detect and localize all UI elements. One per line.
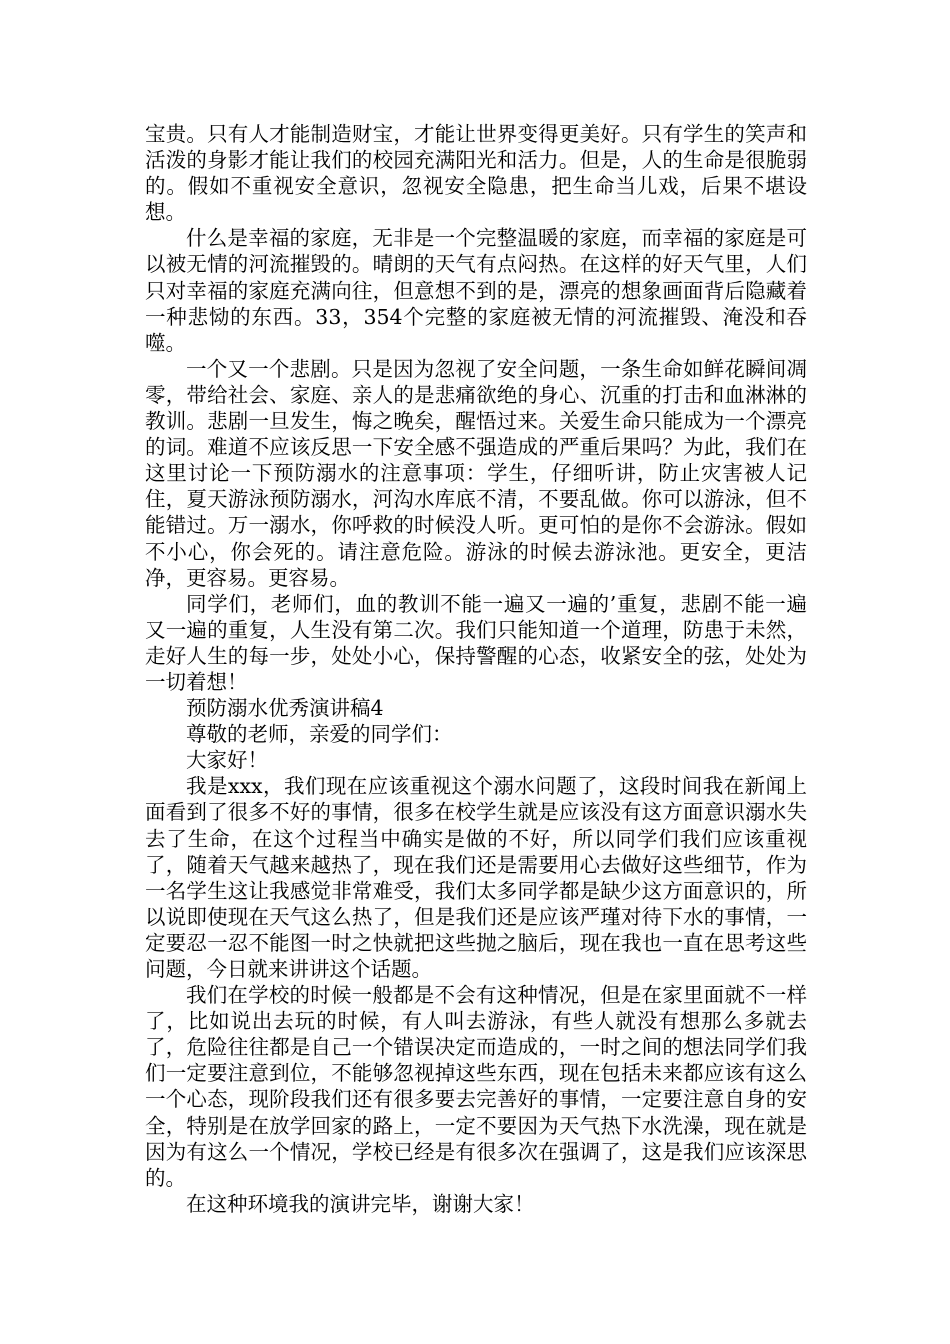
salutation: 尊敬的老师，亲爱的同学们： — [186, 722, 453, 747]
section-title: 预防溺水优秀演讲稿4 — [186, 696, 384, 721]
document-page — [145, 121, 807, 1217]
paragraph: 我们在学校的时候一般都是不会有这种情况，但是在家里面就不一样了，比如说出去玩的时候，有人叫去游泳，有些人就没有想那么多就去了，危险往往都是自己一个错误决定而造成的，一时之间的想法同学们我们一定要注意到位，不能够忽视掉这些东西，现在包括未来都应该有这么一个心态，现阶段我们还有很多要去完善好的事情，一定要注意自身的安全，特别是在放学回家的路上，一定不要因为天气热下水洗澡，现在就是因为有这么一个情况，学校已经是有很多次在强调了，这是我们应该深思的。 — [145, 983, 807, 1190]
paragraph: 一个又一个悲剧。只是因为忽视了安全问题，一条生命如鲜花瞬间凋零，带给社会、家庭、亲人的是悲痛欲绝的身心、沉重的打击和血淋淋的教训。悲剧一旦发生，悔之晚矣，醒悟过来。关爱生命只能成为一个漂亮的词。难道不应该反思一下安全感不强造成的严重后果吗？为此，我们在这里讨论一下预防溺水的注意事项：学生，仔细听讲，防止灾害被人记住，夏天游泳预防溺水，河沟水库底不清，不要乱做。你可以游泳，但不能错过。万一溺水，你呼救的时候没人听。更可怕的是你不会游泳。假如不小心，你会死的。请注意危险。游泳的时候去游泳池。更安全，更洁净，更容易。更容易。 — [145, 356, 807, 590]
paragraph: 我是xxx，我们现在应该重视这个溺水问题了，这段时间我在新闻上面看到了很多不好的事情，很多在校学生就是应该没有这方面意识溺水失去了生命，在这个过程当中确实是做的不好，所以同学们我们应该重视了，随着天气越来越热了，现在我们还是需要用心去做好这些细节，作为一名学生这让我感觉非常难受，我们太多同学都是缺少这方面意识的，所以说即使现在天气这么热了，但是我们还是应该严瑾对待下水的事情，一定要忍一忍不能图一时之快就把这些抛之脑后，现在我也一直在思考这些问题，今日就来讲讲这个话题。 — [145, 774, 807, 981]
paragraph: 宝贵。只有人才能制造财宝，才能让世界变得更美好。只有学生的笑声和活泼的身影才能让我们的校园充满阳光和活力。但是，人的生命是很脆弱的。假如不重视安全意识，忽视安全隐患，把生命当儿戏，后果不堪设想。 — [145, 122, 807, 225]
paragraph: 什么是幸福的家庭，无非是一个完整温暖的家庭，而幸福的家庭是可以被无情的河流摧毁的。晴朗的天气有点闷热。在这样的好天气里，人们只对幸福的家庭充满向往，但意想不到的是，漂亮的想象画面背后隐藏着一种悲恸的东西。33，354个完整的家庭被无情的河流摧毁、淹没和吞噬。 — [145, 226, 807, 355]
paragraph: 同学们，老师们，血的教训不能一遍又一遍的’重复，悲剧不能一遍又一遍的重复，人生没有第二次。我们只能知道一个道理，防患于未然，走好人生的每一步，处处小心，保持警醒的心态，收紧安全的弦，处处为一切着想！ — [145, 591, 807, 694]
closing: 在这种环境我的演讲完毕，谢谢大家！ — [186, 1191, 535, 1216]
greeting: 大家好！ — [186, 748, 268, 773]
